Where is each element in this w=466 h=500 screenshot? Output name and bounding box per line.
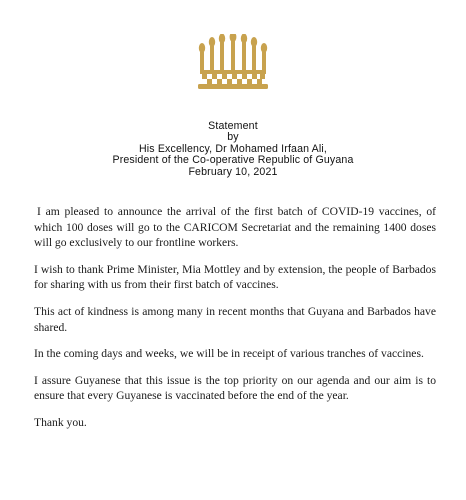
closing-paragraph: Thank you. [34, 415, 87, 429]
heading-title: Statement [208, 120, 258, 132]
paragraph: This act of kindness is among many in recent months that Guyana and Barbados have shared. [34, 304, 436, 334]
statement-body [34, 204, 436, 442]
crown-icon [194, 34, 272, 90]
paragraph: I wish to thank Prime Minister, Mia Mottley and by extension, the people of Barbados for sharing with us from their first batch of vaccines. [34, 262, 436, 292]
statement-heading [0, 121, 466, 178]
paragraph: I assure Guyanese that this issue is the top priority on our agenda and our aim is to ensure that every Guyanese is vaccinated before the end of the year. [34, 373, 436, 403]
heading-by: by [227, 131, 239, 144]
crown-band-pattern [202, 74, 265, 84]
paragraph: I am pleased to announce the arrival of the first batch of COVID-19 vaccines, of which 100 doses will go to the CARICOM Secretariat and the remaining 1400 doses will go exclusively to our frontline workers. [34, 205, 436, 250]
paragraph: In the coming days and weeks, we will be in receipt of various tranches of vaccines. [34, 347, 424, 361]
heading-speaker: His Excellency, Dr Mohamed Irfaan Ali, [138, 142, 328, 155]
heading-date: February 10, 2021 [188, 165, 278, 178]
heading-office: President of the Co-operative Republic of Guyana [112, 154, 354, 167]
